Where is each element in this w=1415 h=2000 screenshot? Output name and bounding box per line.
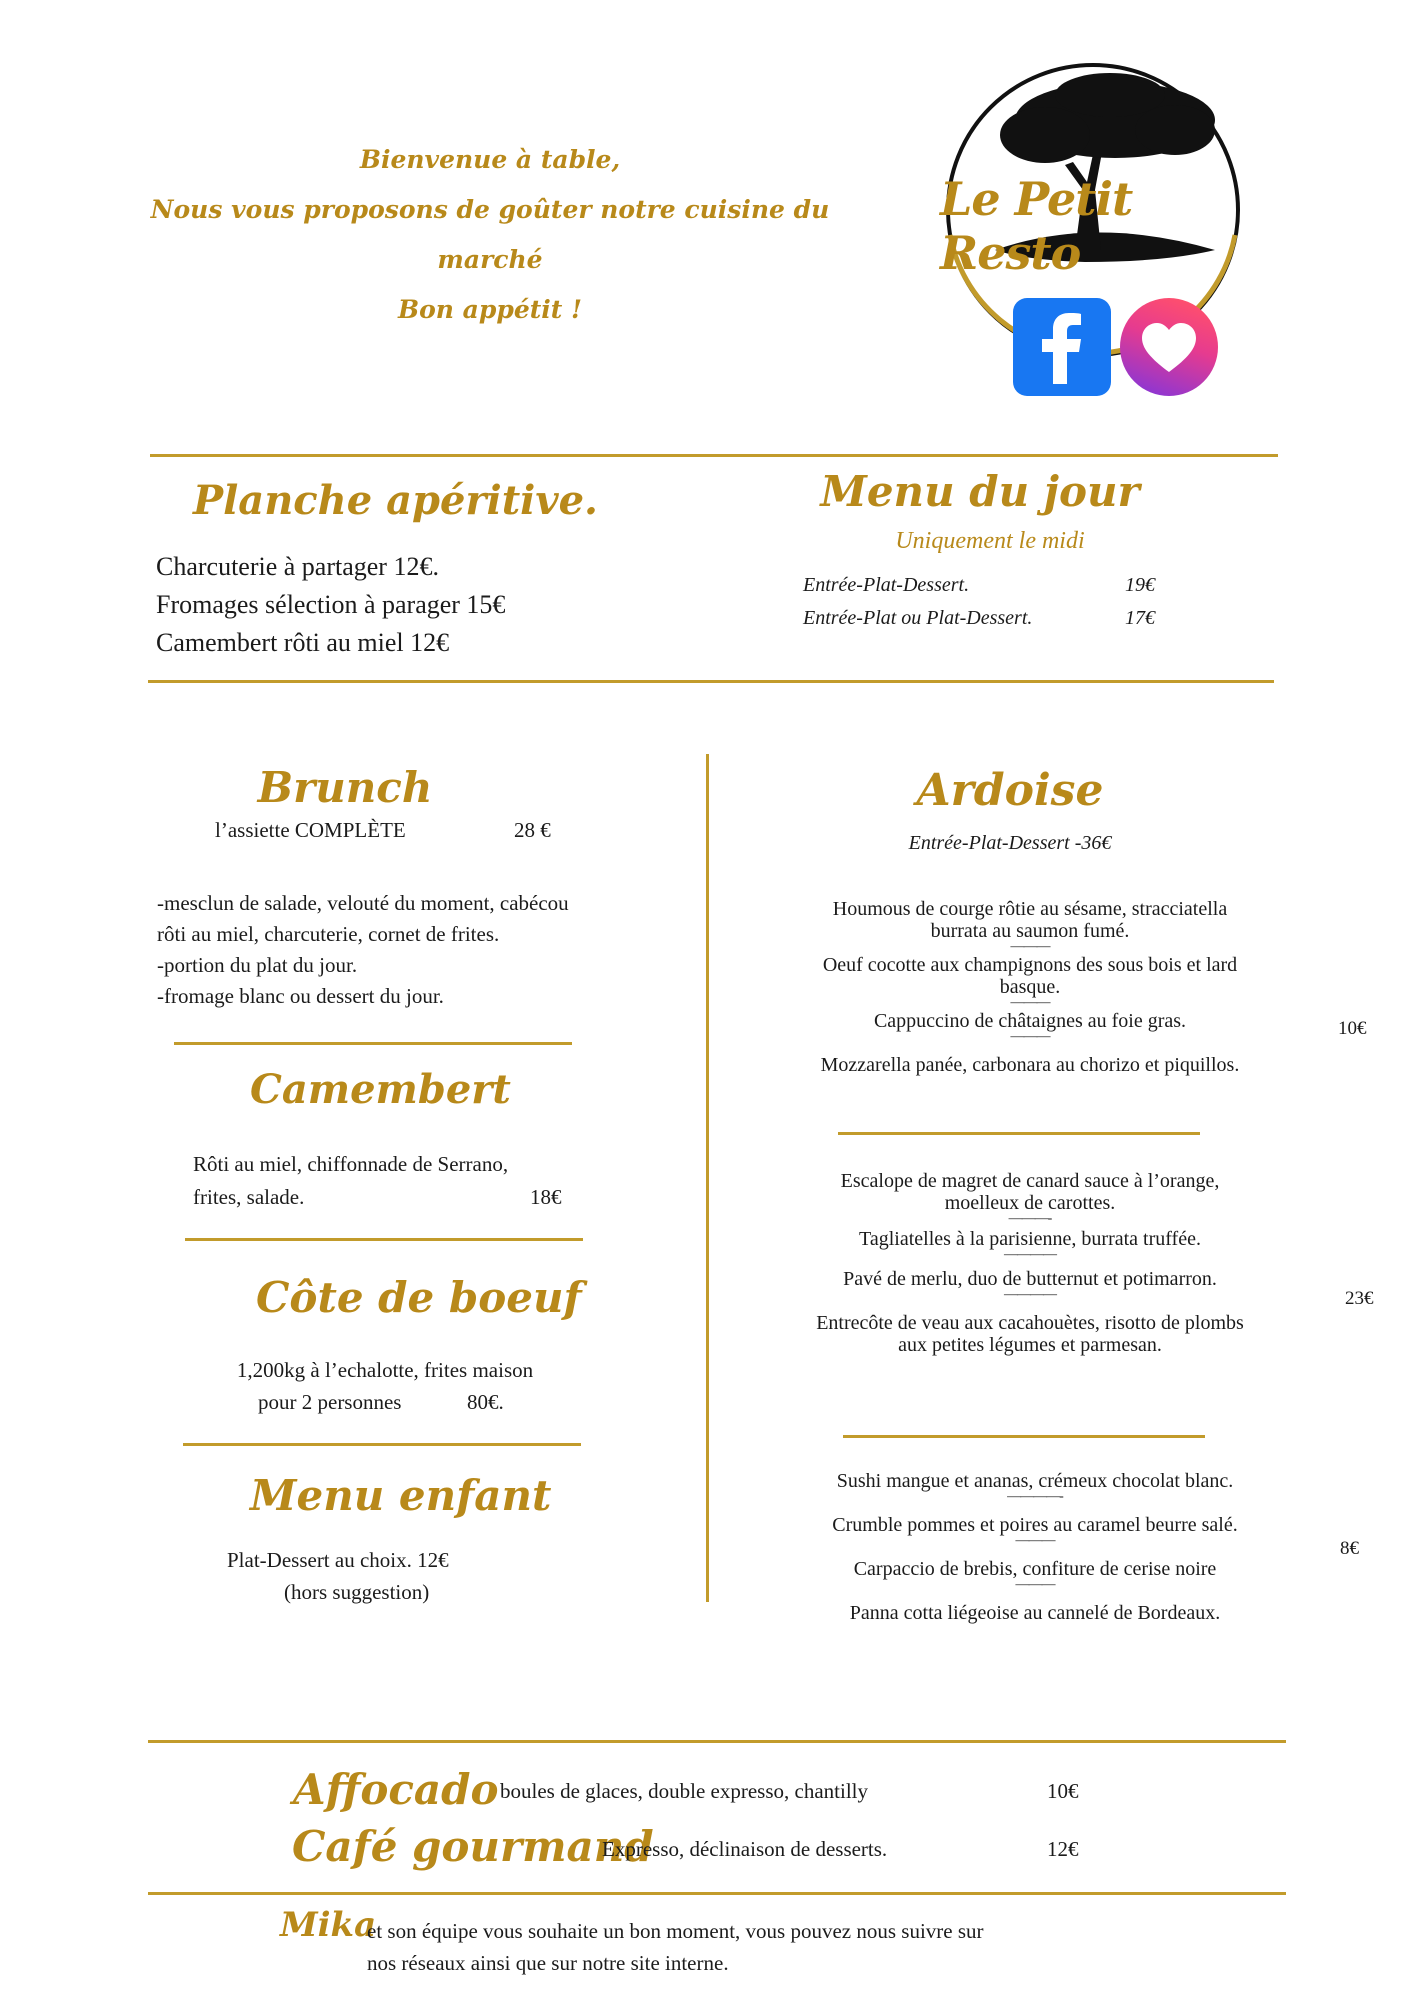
menu-jour-subtitle: Uniquement le midi: [895, 528, 1085, 554]
affocado-title: Affocado: [293, 1765, 499, 1814]
welcome-line: Nous vous proposons de goûter notre cuisine du marché: [150, 195, 830, 274]
list-item: Panna cotta liégeoise au cannelé de Bordeaux.: [849, 1602, 1221, 1624]
separator: ———: [1015, 1577, 1055, 1592]
list-item: Mozzarella panée, carbonara au chorizo et piquillos.: [820, 1054, 1240, 1076]
cafe-title: Café gourmand: [292, 1822, 654, 1871]
menu-jour-price: 17€: [1125, 607, 1155, 629]
cote-price: 80€.: [467, 1390, 504, 1414]
ardoise-title: Ardoise: [916, 765, 1104, 816]
camembert-price: 18€: [530, 1185, 562, 1209]
camembert-line: Rôti au miel, chiffonnade de Serrano,: [193, 1152, 509, 1176]
list-item: -mesclun de salade, velouté du moment, cabécou: [157, 891, 569, 915]
welcome-line: Bienvenue à table,: [359, 145, 621, 174]
welcome-line: Bon appétit !: [397, 295, 583, 324]
cote-line: 1,200kg à l’echalotte, frites maison: [236, 1358, 534, 1382]
camembert-title: Camembert: [250, 1066, 511, 1113]
column-divider: [706, 754, 709, 1602]
plats-price: 23€: [1345, 1288, 1374, 1309]
facebook-glyph: [1013, 298, 1111, 396]
ardoise-entrees: [770, 898, 1290, 1076]
list-item: Pavé de merlu, duo de butternut et potimarron.: [843, 1268, 1217, 1290]
list-item: -portion du plat du jour.: [157, 953, 358, 977]
divider: [148, 1892, 1286, 1895]
list-item: Escalope de magret de canard sauce à l’orange,: [840, 1170, 1220, 1192]
separator: ———: [1010, 1029, 1050, 1044]
affocado-price: 10€: [1047, 1779, 1079, 1803]
separator: ———: [1010, 939, 1050, 954]
list-item: Cappuccino de châtaignes au foie gras.: [873, 1010, 1187, 1032]
divider: [838, 1132, 1200, 1135]
ardoise-subtitle: Entrée-Plat-Dessert -36€: [908, 832, 1112, 854]
brunch-price: 28 €: [514, 818, 551, 842]
separator: ———-: [1008, 1211, 1052, 1226]
list-item: Crumble pommes et poires au caramel beurre salé.: [832, 1514, 1238, 1536]
menu-jour-row: [803, 607, 1032, 630]
brunch-assiette: l’assiette COMPLÈTE: [215, 818, 406, 842]
logo-text: Le Petit Resto: [940, 172, 1133, 280]
separator: ————-: [1007, 1489, 1063, 1504]
list-item: burrata au saumon fumé.: [930, 920, 1130, 942]
divider: [185, 1238, 583, 1241]
list-item: Entrecôte de veau aux cacahouètes, risotto de plombs: [816, 1312, 1244, 1334]
list-item: moelleux de carottes.: [944, 1192, 1116, 1214]
divider: [148, 680, 1274, 683]
list-item: Tagliatelles à la parisienne, burrata truffée.: [859, 1228, 1201, 1250]
planche-items: [156, 548, 505, 662]
enfant-line: Plat-Dessert au choix. 12€: [227, 1548, 449, 1572]
footer-note: [367, 1915, 984, 1979]
facebook-icon[interactable]: [1013, 298, 1111, 396]
note-line: nos réseaux ainsi que sur notre site interne.: [367, 1951, 729, 1975]
heart-icon[interactable]: [1120, 298, 1218, 396]
note-line: et son équipe vous souhaite un bon moment, vous pouvez nous suivre sur: [367, 1919, 984, 1943]
planche-title: Planche apéritive.: [193, 477, 598, 524]
ardoise-plats: [760, 1170, 1300, 1356]
row-label: Entrée-Plat-Dessert.: [803, 574, 970, 596]
cote-title: Côte de boeuf: [256, 1273, 582, 1322]
welcome-text: [110, 135, 870, 335]
signature: Mika: [280, 1905, 377, 1945]
list-item: Charcuterie à partager 12€.: [156, 552, 439, 581]
heart-glyph: [1120, 298, 1218, 396]
list-item: Fromages sélection à parager 15€: [156, 590, 506, 619]
list-item: rôti au miel, charcuterie, cornet de frites.: [157, 922, 500, 946]
cafe-desc: Expresso, déclinaison de desserts.: [602, 1837, 888, 1861]
list-item: -fromage blanc ou dessert du jour.: [157, 984, 444, 1008]
separator: ————: [1004, 1287, 1056, 1302]
enfant-title: Menu enfant: [250, 1471, 552, 1520]
divider: [150, 454, 1278, 457]
list-item: Houmous de courge rôtie au sésame, stracciatella: [832, 898, 1228, 920]
list-item: Carpaccio de brebis, confiture de cerise noire: [853, 1558, 1217, 1580]
cote-line: pour 2 personnes: [258, 1390, 402, 1414]
cafe-price: 12€: [1047, 1837, 1079, 1861]
list-item: Oeuf cocotte aux champignons des sous bois et lard: [822, 954, 1238, 976]
list-item: basque.: [999, 976, 1061, 998]
ardoise-desserts: [775, 1470, 1295, 1624]
separator: ———: [1015, 1533, 1055, 1548]
list-item: aux petites légumes et parmesan.: [898, 1334, 1162, 1356]
menu-jour-row: [803, 574, 969, 597]
divider: [183, 1443, 581, 1446]
divider: [148, 1740, 1286, 1743]
brunch-title: Brunch: [257, 763, 433, 812]
divider: [843, 1435, 1205, 1438]
separator: ———: [1010, 995, 1050, 1010]
entrees-price: 10€: [1338, 1018, 1367, 1039]
enfant-line: (hors suggestion): [284, 1580, 430, 1604]
divider: [174, 1042, 572, 1045]
brunch-lines: [157, 888, 569, 1012]
camembert-line: frites, salade.: [193, 1185, 305, 1209]
desserts-price: 8€: [1340, 1538, 1359, 1559]
list-item: Sushi mangue et ananas, crémeux chocolat blanc.: [836, 1470, 1234, 1492]
separator: ————: [1004, 1247, 1056, 1262]
menu-jour-title: Menu du jour: [820, 467, 1140, 516]
row-label: Entrée-Plat ou Plat-Dessert.: [803, 607, 1033, 629]
menu-jour-price: 19€: [1125, 574, 1155, 596]
list-item: Camembert rôti au miel 12€: [156, 628, 450, 657]
affocado-desc: boules de glaces, double expresso, chantilly: [500, 1779, 868, 1803]
